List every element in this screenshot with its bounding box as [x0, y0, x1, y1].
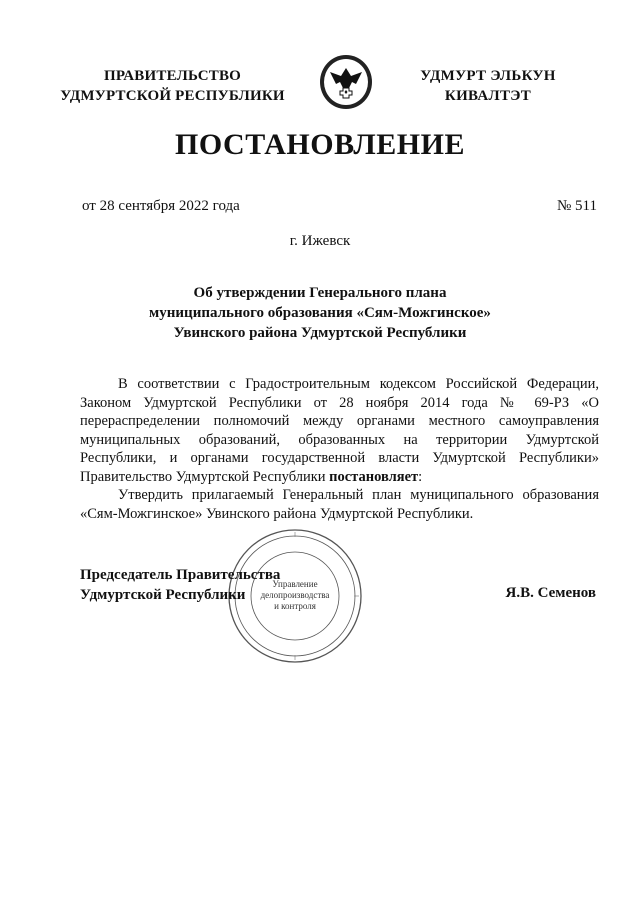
signer-name: Я.В. Семенов: [505, 585, 596, 601]
subject-line1: Об утверждении Генерального плана: [193, 285, 447, 301]
stamp-inner-line3: и контроля: [274, 601, 316, 611]
government-name-line1: ПРАВИТЕЛЬСТВО: [103, 68, 242, 84]
paragraph-1-end: :: [418, 468, 423, 485]
document-city: г. Ижевск: [289, 233, 351, 249]
stamp-inner-line1: Управление: [272, 579, 318, 589]
signer-title-line2: Удмуртской Республики: [80, 587, 246, 603]
coat-of-arms-icon: [318, 54, 374, 110]
government-name-udmurt-line2: КИВАЛТЭТ: [444, 88, 532, 104]
paragraph-1-text: В соответствии с Градостроительным кодексом Российской Федерации, Законом Удмуртской Республики от 28 ноября 2014 года № 69-РЗ «О перераспределении полномочий между органами местного самоуправления муниципальных образований, образованных на территории Удмуртской Республики, и органами государственной власти Удмуртской Республики» Правительство Удмуртской Республики: [80, 376, 599, 485]
subject-line2: муниципального образования «Сям-Можгинское»: [149, 305, 491, 321]
body-paragraph-1: [80, 375, 599, 486]
document-number: № 511: [556, 198, 597, 214]
document-subject: [0, 283, 640, 343]
body-paragraph-2: Утвердить прилагаемый Генеральный план муниципального образования «Сям-Можгинское» Увинского района Удмуртской Республики.: [80, 487, 599, 522]
decree-keyword: постановляет: [329, 468, 419, 485]
document-date: от 28 сентября 2022 года: [82, 198, 240, 214]
subject-line3: Увинского района Удмуртской Республики: [173, 325, 467, 341]
government-name-udmurt: [388, 66, 588, 106]
document-body: [80, 375, 599, 523]
stamp-inner-line2: делопроизводства: [260, 590, 330, 600]
government-name-udmurt-line1: УДМУРТ ЭЛЬКУН: [420, 68, 556, 84]
document-title: ПОСТАНОВЛЕНИЕ: [175, 128, 465, 161]
signer-title-line1: Председатель Правительства: [80, 567, 281, 583]
government-name-line2: УДМУРТСКОЙ РЕСПУБЛИКИ: [60, 88, 285, 104]
signer-title: [80, 565, 280, 605]
government-name-russian: [60, 66, 285, 106]
